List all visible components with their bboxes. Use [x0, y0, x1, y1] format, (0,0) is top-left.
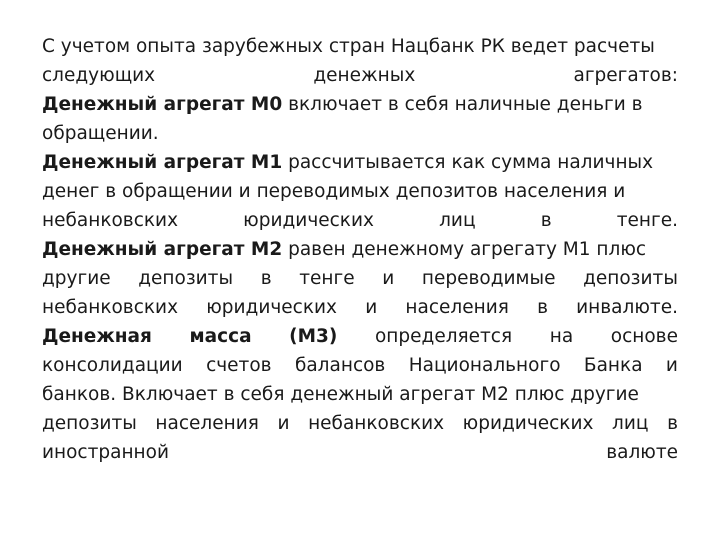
word: населения	[405, 297, 509, 318]
word: юридических	[462, 413, 594, 434]
word: агрегатов:	[573, 65, 678, 86]
line-text: равен денежному агрегату М1 плюс	[282, 239, 647, 260]
word: в	[667, 413, 678, 434]
word: и	[665, 355, 678, 376]
word: в	[260, 268, 272, 289]
money-mass-term-word: масса	[189, 326, 252, 347]
slide-text-body	[42, 32, 678, 467]
text-line	[42, 90, 678, 119]
word: и	[382, 268, 395, 289]
text-line	[42, 264, 678, 293]
word: балансов	[294, 355, 386, 376]
aggregate-m2-term: Денежный агрегат М2	[42, 239, 283, 260]
word: депозиты	[138, 268, 234, 289]
text-line	[42, 177, 678, 206]
text-line	[42, 206, 678, 235]
line-text: рассчитывается как сумма наличных	[282, 152, 654, 173]
word: иностранной	[42, 442, 169, 463]
line-text: С учетом опыта зарубежных стран Нацбанк РК ведет расчеты	[42, 36, 655, 57]
line-text: денег в обращении и переводимых депозитов населения и	[42, 181, 626, 202]
word: и	[277, 413, 290, 434]
word: переводимые	[421, 268, 556, 289]
word: лиц	[612, 413, 649, 434]
text-line	[42, 351, 678, 380]
money-mass-term-word: Денежная	[42, 326, 152, 347]
word: консолидации	[42, 355, 183, 376]
word: денежных	[313, 65, 416, 86]
word: Национального	[408, 355, 561, 376]
word: определяется	[374, 326, 513, 347]
word: счетов	[206, 355, 272, 376]
text-line	[42, 293, 678, 322]
word: основе	[610, 326, 678, 347]
word: следующих	[42, 65, 156, 86]
word: валюте	[606, 442, 678, 463]
word: в	[537, 297, 548, 318]
word: тенге.	[616, 210, 678, 231]
money-mass-term-word: (М3)	[289, 326, 338, 347]
word: депозиты	[583, 268, 678, 289]
word: тенге	[299, 268, 355, 289]
line-text: обращении.	[42, 123, 159, 144]
word: и	[365, 297, 378, 318]
text-line	[42, 322, 678, 351]
word: лиц	[439, 210, 476, 231]
text-line	[42, 438, 678, 467]
word: небанковских	[42, 297, 179, 318]
line-text: включает в себя наличные деньги в	[282, 94, 643, 115]
word: Банка	[583, 355, 643, 376]
word: на	[549, 326, 574, 347]
word: инвалюте.	[576, 297, 678, 318]
text-line	[42, 61, 678, 90]
line-text: банков. Включает в себя денежный агрегат М2 плюс другие	[42, 384, 639, 405]
text-line	[42, 235, 678, 264]
text-line	[42, 380, 678, 409]
word: небанковских	[308, 413, 445, 434]
word: юридических	[243, 210, 374, 231]
word: другие	[42, 268, 111, 289]
text-line	[42, 119, 678, 148]
text-line	[42, 148, 678, 177]
text-line	[42, 409, 678, 438]
word: юридических	[206, 297, 338, 318]
word: депозиты	[42, 413, 137, 434]
word: в	[540, 210, 552, 231]
aggregate-m0-term: Денежный агрегат М0	[42, 94, 283, 115]
text-line	[42, 32, 678, 61]
aggregate-m1-term: Денежный агрегат М1	[42, 152, 283, 173]
word: небанковских	[42, 210, 179, 231]
word: населения	[155, 413, 259, 434]
